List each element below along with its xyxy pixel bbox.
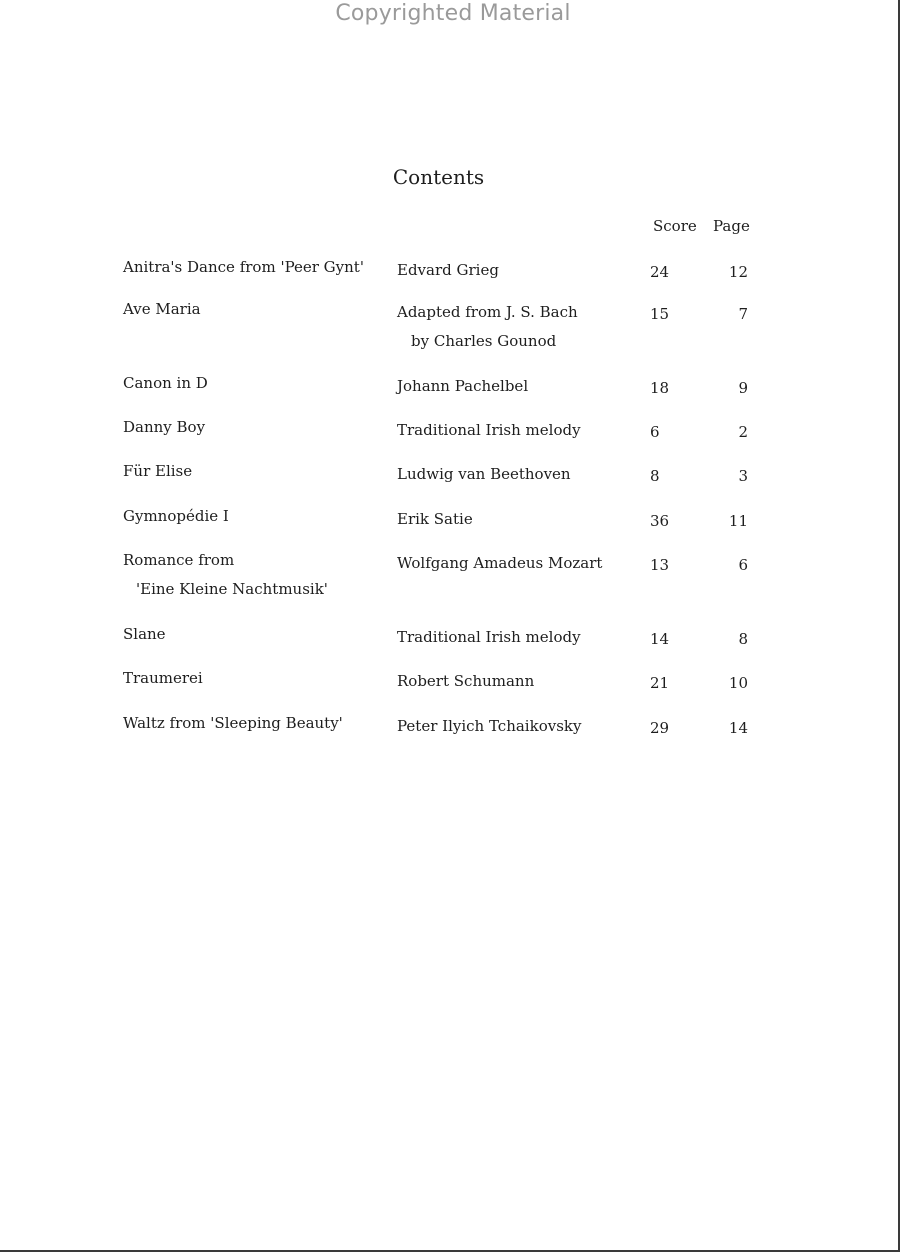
piece-title-line: Gymnopédie I [123,507,229,525]
piece-title-line: Slane [123,625,166,643]
page-number: 11 [728,512,748,530]
score-number: 14 [650,630,670,648]
toc-entry [0,295,900,355]
composer-line: Edvard Grieg [397,261,499,279]
composer [397,505,637,534]
piece-title-line: Anitra's Dance from 'Peer Gynt' [123,258,364,276]
page-number: 8 [738,630,748,648]
piece-title [123,709,388,738]
score-number: 21 [650,674,670,692]
page-number: 10 [728,674,748,692]
piece-title [123,295,388,324]
toc-entry [0,709,900,769]
composer [397,623,637,652]
page-number: 6 [738,556,748,574]
piece-title [123,664,388,693]
piece-title-line: Für Elise [123,462,193,480]
piece-title-line2: 'Eine Kleine Nachtmusik' [136,580,328,598]
page-number: 9 [738,379,748,397]
piece-title-line: Danny Boy [123,418,206,436]
page-number: 2 [738,423,748,441]
piece-title [123,546,388,604]
score-number: 18 [650,379,670,397]
composer-line: Adapted from J. S. Bach [397,303,578,321]
page-column-header: Page [713,217,750,235]
composer [397,712,637,741]
score-number: 36 [650,512,670,530]
score-number: 29 [650,719,670,737]
piece-title-line: Romance from [123,551,235,569]
composer [397,460,637,489]
page-number: 14 [728,719,748,737]
composer [397,667,637,696]
copyright-watermark: Copyrighted Material [335,1,571,26]
page-number: 7 [738,305,748,323]
page-title: Contents [392,165,485,189]
composer-line: Traditional Irish melody [397,421,581,439]
composer-line: Wolfgang Amadeus Mozart [397,554,603,572]
piece-title [123,502,388,531]
page-number: 3 [738,467,748,485]
score-number: 13 [650,556,670,574]
piece-title-line: Traumerei [123,669,203,687]
composer-line: Johann Pachelbel [397,377,529,395]
piece-title-line: Canon in D [123,374,208,392]
composer-line2: by Charles Gounod [411,332,557,350]
toc-entry [0,546,900,606]
score-column-header: Score [653,217,697,235]
piece-title-line: Waltz from 'Sleeping Beauty' [123,714,343,732]
composer [397,298,637,356]
composer [397,549,637,578]
composer [397,256,637,285]
composer [397,416,637,445]
page-number: 12 [728,263,748,281]
piece-title [123,413,388,442]
piece-title [123,369,388,398]
score-number: 24 [650,263,670,281]
composer [397,372,637,401]
composer-line: Traditional Irish melody [397,628,581,646]
composer-line: Robert Schumann [397,672,535,690]
score-number: 6 [650,423,660,441]
composer-line: Peter Ilyich Tchaikovsky [397,717,582,735]
score-number: 15 [650,305,670,323]
piece-title-line: Ave Maria [123,300,201,318]
piece-title [123,457,388,486]
piece-title [123,253,388,282]
score-number: 8 [650,467,660,485]
piece-title [123,620,388,649]
composer-line: Ludwig van Beethoven [397,465,571,483]
composer-line: Erik Satie [397,510,473,528]
